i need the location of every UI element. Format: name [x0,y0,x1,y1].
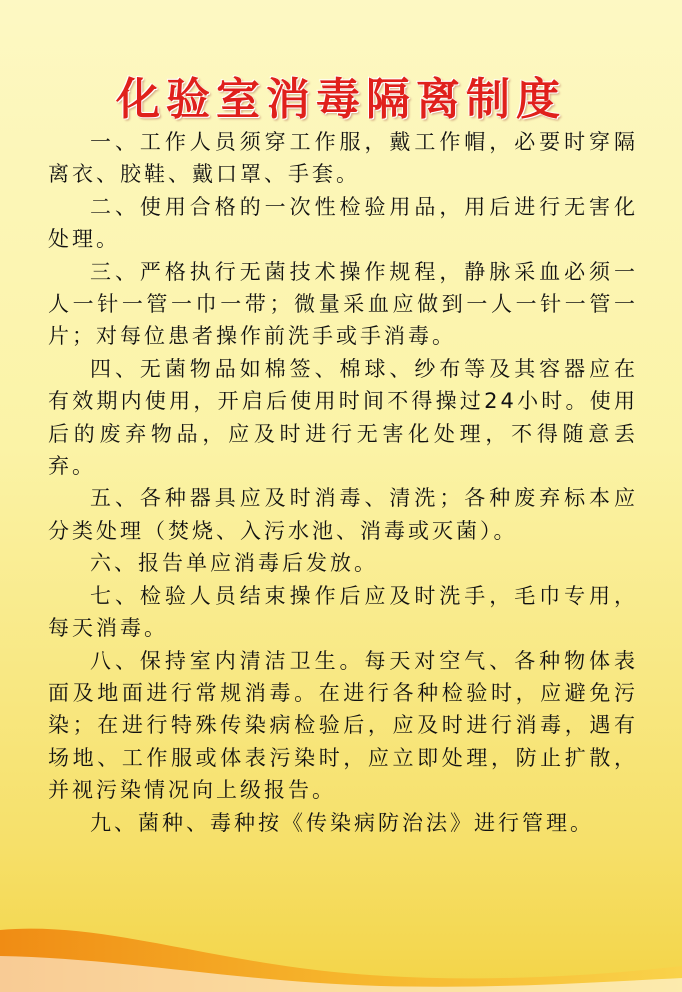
regulation-item-6: 六、报告单应消毒后发放。 [90,551,378,576]
regulation-item-9: 九、菌种、毒种按《传染病防治法》进行管理。 [90,810,594,835]
regulation-item-1: 一、工作人员须穿工作服，戴工作帽，必要时穿隔离衣、胶鞋、戴口罩、手套。 [48,130,638,187]
regulation-item-8: 八、保持室内清洁卫生。每天对空气、各种物体表面及地面进行常规消毒。在进行各种检验时，应避免污染；在进行特殊传染病检验后，应及时进行消毒，遇有场地、工作服或体表污染时，应立即处理，防止扩散，并视污染情况向上级报告。 [48,648,638,803]
regulation-item-4: 四、无菌物品如棉签、棉球、纱布等及其容器应在有效期内使用，开启后使用时间不得操过24小时。使用后的废弃物品，应及时进行无害化处理，不得随意丢弃。 [48,356,638,479]
regulation-item-3: 三、严格执行无菌技术操作规程，静脉采血必须一人一针一管一巾一带；微量采血应做到一人一针一管一片；对每位患者操作前洗手或手消毒。 [48,259,638,349]
regulation-item-5: 五、各种器具应及时消毒、清洗；各种废弃标本应分类处理（焚烧、入污水池、消毒或灭菌）。 [48,486,638,543]
poster-title: 化验室消毒隔离制度 [116,74,566,126]
bottom-wave-decoration [0,922,682,992]
regulation-text [48,126,638,839]
regulation-item-2: 二、使用合格的一次性检验用品，用后进行无害化处理。 [48,194,638,252]
regulation-item-7: 七、检验人员结束操作后应及时洗手，毛巾专用，每天消毒。 [48,583,638,641]
